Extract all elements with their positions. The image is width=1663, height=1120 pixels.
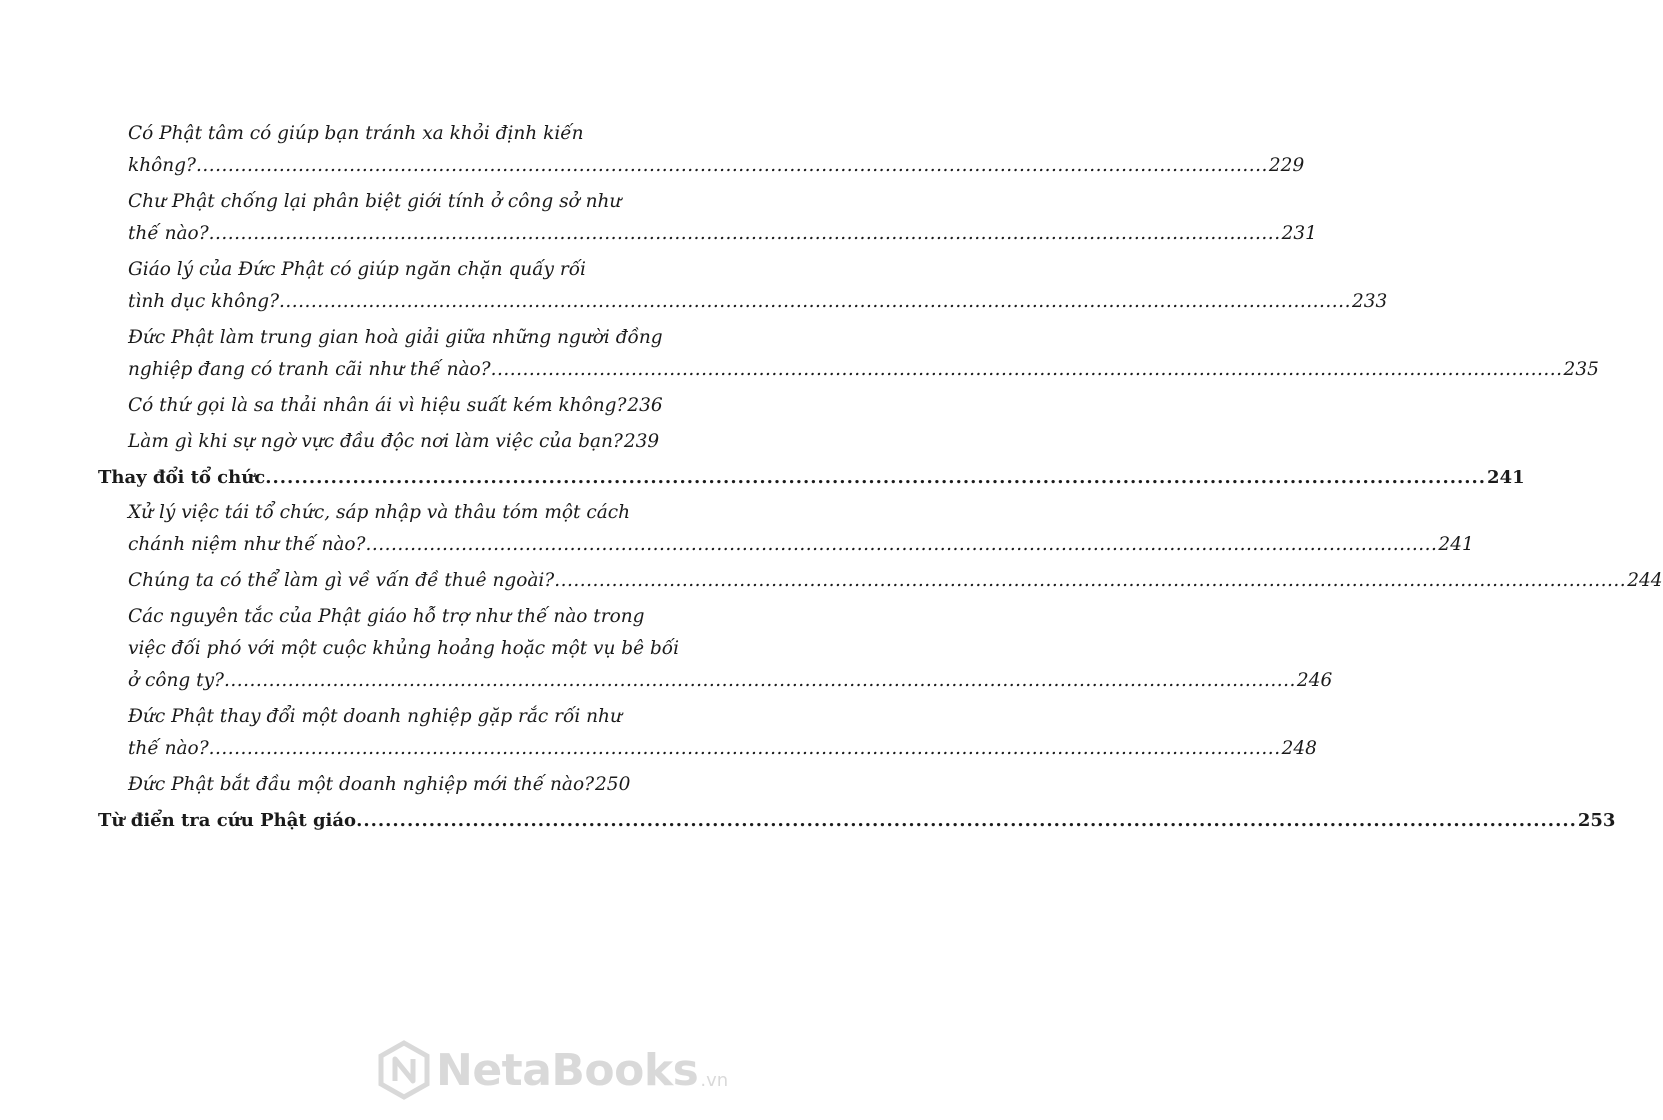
toc-entry-title: tình dục không? — [128, 291, 279, 312]
toc-subentry[interactable] — [98, 565, 1663, 597]
toc-entry-title: Làm gì khi sự ngờ vực đầu độc nơi làm việc của bạn? — [128, 431, 623, 452]
dot-leader — [209, 218, 1281, 250]
toc-leader-row — [98, 805, 1616, 837]
toc-entry-title: thế nào? — [128, 223, 209, 244]
dot-leader — [491, 354, 1563, 386]
toc-subentry[interactable] — [98, 322, 1599, 386]
toc-entry-line: Chư Phật chống lại phân biệt giới tính ở công sở như — [128, 191, 622, 212]
toc-subentry[interactable] — [98, 118, 1305, 182]
toc-leader-row — [128, 218, 1317, 250]
toc-leader-row — [128, 565, 1663, 597]
page-number: 241 — [1487, 467, 1525, 488]
toc-entry-line: Các nguyên tắc của Phật giáo hỗ trợ như thế nào trong — [128, 606, 645, 627]
dot-leader — [554, 565, 1626, 597]
toc-leader-row — [128, 665, 1333, 697]
toc-entry-line: việc đối phó với một cuộc khủng hoảng hoặc một vụ bê bối — [128, 638, 680, 659]
toc-section-entry[interactable] — [98, 805, 1616, 837]
toc-subentry[interactable] — [98, 254, 1388, 318]
dot-leader — [279, 286, 1351, 318]
n-hexagon-logo-icon — [378, 1041, 430, 1099]
toc-subentry[interactable] — [98, 497, 1474, 561]
dot-leader — [224, 665, 1296, 697]
page-number: 239 — [623, 431, 660, 452]
page-number: 235 — [1563, 359, 1599, 380]
page-number: 244 — [1627, 570, 1663, 591]
page-number: 246 — [1296, 670, 1333, 691]
toc-subentry[interactable] — [98, 186, 1317, 250]
dot-leader — [265, 462, 1486, 494]
page-number: 233 — [1351, 291, 1388, 312]
toc-subentry[interactable] — [98, 701, 1317, 765]
toc-leader-row — [128, 426, 660, 458]
watermark-brand: NetaBooks — [436, 1044, 699, 1096]
page-number: 229 — [1268, 155, 1305, 176]
toc-leader-row — [128, 769, 631, 801]
watermark-suffix: .vn — [700, 1069, 729, 1091]
toc-leader-row — [98, 462, 1525, 494]
toc-leader-row — [128, 733, 1317, 765]
dot-leader — [365, 529, 1437, 561]
toc-leader-row — [128, 354, 1599, 386]
toc-entry-line: Đức Phật làm trung gian hoà giải giữa những người đồng — [128, 327, 663, 348]
table-of-contents — [98, 118, 1663, 840]
toc-subentry[interactable] — [98, 390, 663, 422]
watermark — [378, 1030, 729, 1110]
toc-leader-row — [128, 150, 1305, 182]
page-number: 241 — [1438, 534, 1474, 555]
toc-entry-title: Chúng ta có thể làm gì về vấn đề thuê ngoài? — [128, 570, 555, 591]
dot-leader — [209, 733, 1281, 765]
page-number: 250 — [595, 774, 631, 795]
toc-subentry[interactable] — [98, 601, 1333, 697]
toc-entry-line: Có Phật tâm có giúp bạn tránh xa khỏi định kiến — [128, 123, 584, 144]
toc-leader-row — [128, 529, 1474, 561]
dot-leader — [356, 805, 1577, 837]
dot-leader — [196, 150, 1268, 182]
toc-leader-row — [128, 390, 663, 422]
toc-entry-title: thế nào? — [128, 738, 209, 759]
toc-entry-title: ở công ty? — [128, 670, 224, 691]
page-number: 231 — [1281, 223, 1317, 244]
toc-subentry[interactable] — [98, 426, 660, 458]
toc-entry-line: Xử lý việc tái tổ chức, sáp nhập và thâu tóm một cách — [128, 502, 631, 523]
toc-entry-title: Thay đổi tổ chức — [98, 467, 266, 488]
toc-entry-line: Giáo lý của Đức Phật có giúp ngăn chặn quấy rối — [128, 259, 586, 280]
toc-entry-title: chánh niệm như thế nào? — [128, 534, 366, 555]
toc-entry-title: Đức Phật bắt đầu một doanh nghiệp mới thế nào? — [128, 774, 595, 795]
page-number: 248 — [1281, 738, 1317, 759]
toc-entry-title: Từ điển tra cứu Phật giáo — [98, 810, 357, 831]
toc-leader-row — [128, 286, 1388, 318]
toc-section-entry[interactable] — [98, 462, 1525, 494]
page-number: 253 — [1577, 810, 1616, 831]
toc-subentry[interactable] — [98, 769, 631, 801]
toc-entry-title: Có thứ gọi là sa thải nhân ái vì hiệu suất kém không? — [128, 395, 627, 416]
toc-entry-title: không? — [128, 155, 196, 176]
toc-entry-line: Đức Phật thay đổi một doanh nghiệp gặp rắc rối như — [128, 706, 622, 727]
page-number: 236 — [627, 395, 663, 416]
toc-entry-title: nghiệp đang có tranh cãi như thế nào? — [128, 359, 491, 380]
